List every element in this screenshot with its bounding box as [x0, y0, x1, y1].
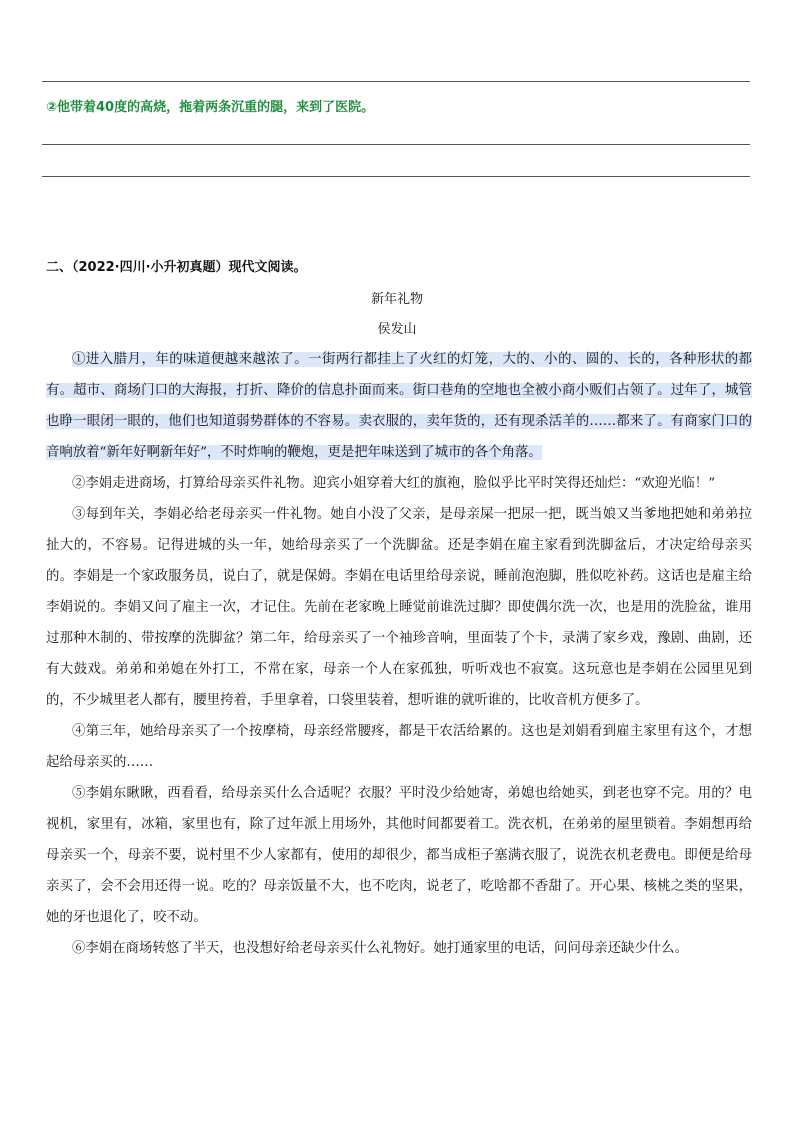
- paragraph-1: [46, 344, 752, 468]
- answer-line-3: [42, 176, 750, 177]
- answer-line-2: [42, 144, 750, 145]
- paragraph-6: ⑥李娟在商场转悠了半天，也没想好给老母亲买什么礼物好。她打通家里的电话，问问母亲还缺少什么。: [72, 941, 688, 956]
- article-body: [46, 344, 752, 964]
- paragraph-4: ④第三年，她给母亲买了一个按摩椅，母亲经常腰疼，都是干农活给累的。这也是刘娟看到雇主家里有这个，才想起给母亲买的……: [46, 724, 752, 770]
- answer-line-1: [42, 81, 750, 82]
- green-answer-sentence: ②他带着40度的高烧，拖着两条沉重的腿，来到了医院。: [46, 100, 375, 115]
- paragraph-2: ②李娟走进商场，打算给母亲买件礼物。迎宾小姐穿着大红的旗袍，脸似乎比平时笑得还灿烂：“欢迎光临！”: [72, 476, 716, 491]
- article-author: 侯发山: [377, 322, 417, 337]
- article-title: 新年礼物: [370, 292, 423, 307]
- section-heading: 二、（2022·四川·小升初真题）现代文阅读。: [46, 260, 307, 275]
- highlighted-text: ①进入腊月，年的味道便越来越浓了。一街两行都挂上了火红的灯笼，大的、小的、圆的、长的，各种形状的都有。超市、商场门口的大海报，打折、降价的信息扑面而来。街口巷角的空地也全被小商小贩们占领了。过年了，城管也睁一眼闭一眼的，他们也知道弱势群体的不容易。卖衣服的，卖年货的，还有现杀活羊的……都来了。有商家门口的音响放着“新年好啊新年好”，不时炸响的鞭炮，更是把年味送到了城市的各个角落。: [46, 352, 752, 460]
- paragraph-3: ③每到年关，李娟必给老母亲买一件礼物。她自小没了父亲，是母亲屎一把尿一把，既当娘又当爹地把她和弟弟拉扯大的，不容易。记得进城的头一年，她给母亲买了一个洗脚盆。还是李娟在雇主家看到洗脚盆后，才决定给母亲买的。李娟是一个家政服务员，说白了，就是保姆。李娟在电话里给母亲说，睡前泡泡脚，胜似吃补药。这话也是雇主给李娟说的。李娟又问了雇主一次，才记住。先前在老家晚上睡觉前谁洗过脚？即使偶尔洗一次，也是用的洗脸盆，谁用过那种木制的、带按摩的洗脚盆？第二年，给母亲买了一个袖珍音响，里面装了个卡，录满了家乡戏，豫剧、曲剧，还有大鼓戏。弟弟和弟媳在外打工，不常在家，母亲一个人在家孤独，听听戏也不寂寞。这玩意也是李娟在公园里见到的，不少城里老人都有，腰里挎着，手里拿着，口袋里装着，想听谁的就听谁的，比收音机方便多了。: [46, 507, 752, 708]
- paragraph-5: ⑤李娟东瞅瞅，西看看，给母亲买什么合适呢？衣服？平时没少给她寄，弟媳也给她买，到老也穿不完。用的？电视机，家里有，冰箱，家里也有，除了过年派上用场外，其他时间都要着工。洗衣机，在弟弟的屋里锁着。李娟想再给母亲买一个，母亲不要，说村里不少人家都有，使用的却很少，都当成柜子塞满衣服了，说洗衣机老费电。即便是给母亲买了，会不会用还得一说。吃的？母亲饭量不大，也不吃肉，说老了，吃啥都不香甜了。开心果、核桃之类的坚果，她的牙也退化了，咬不动。: [46, 786, 752, 925]
